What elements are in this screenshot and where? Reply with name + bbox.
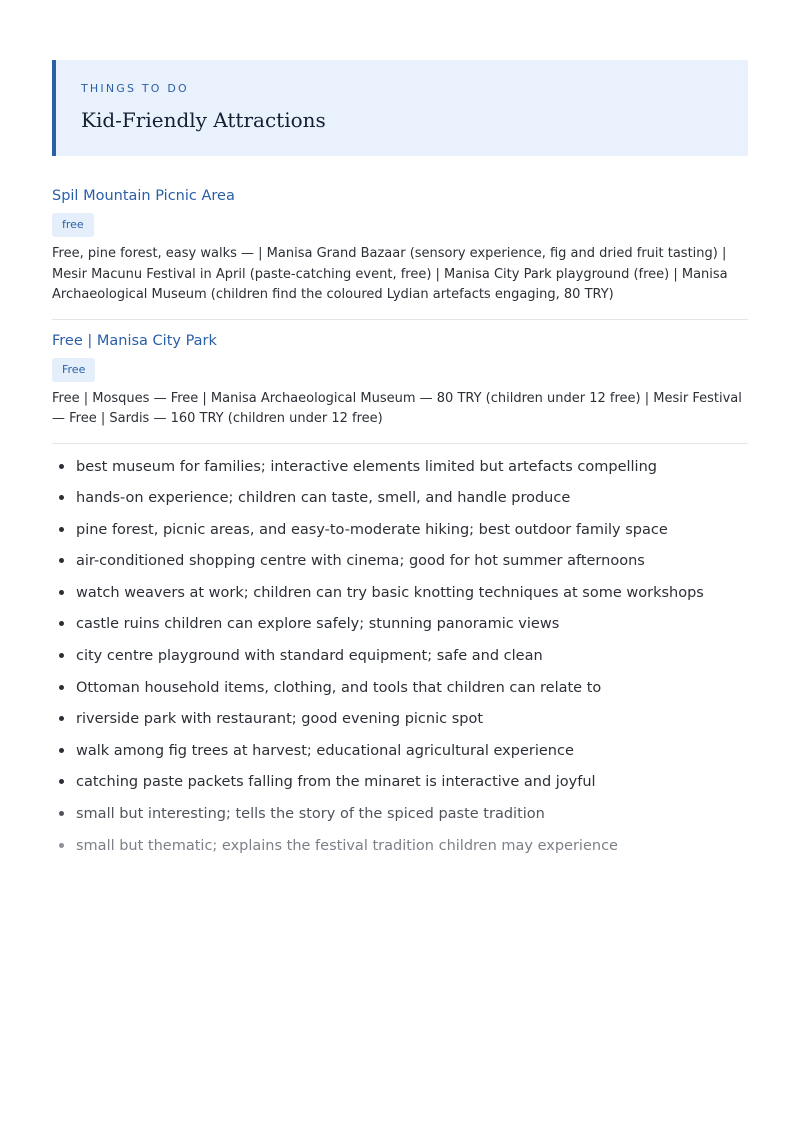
list-item-text: hands-on experience; children can taste, smell, and handle produce — [76, 490, 571, 507]
list-item-text: riverside park with restaurant; good evening picnic spot — [76, 711, 484, 728]
list-item — [52, 772, 748, 804]
list-item — [52, 457, 748, 489]
price-badge: free — [52, 213, 94, 237]
attraction-description: Free, pine forest, easy walks — | Manisa Grand Bazaar (sensory experience, fig and dried fruit tasting) | Mesir Macunu Festival in April (paste-catching event, free) | Manisa City Park playground (free) | Manisa Archaeological Museum (children find the coloured Lydian artefacts engaging, 80 TRY) — [52, 246, 728, 302]
bullet-icon — [59, 748, 64, 753]
list-item — [52, 836, 748, 868]
bullet-icon — [59, 811, 64, 816]
section-header — [52, 60, 748, 156]
list-item — [52, 520, 748, 552]
divider — [52, 319, 748, 320]
list-item-text: pine forest, picnic areas, and easy-to-moderate hiking; best outdoor family space — [76, 521, 668, 538]
list-item — [52, 488, 748, 520]
list-item-text: castle ruins children can explore safely; stunning panoramic views — [76, 616, 560, 633]
list-item — [52, 678, 748, 710]
list-item-text: watch weavers at work; children can try basic knotting techniques at some workshops — [76, 584, 704, 601]
bullet-icon — [59, 464, 64, 469]
list-item-text: small but thematic; explains the festival tradition children may experience — [76, 837, 618, 854]
bullet-icon — [59, 779, 64, 784]
divider — [52, 443, 748, 444]
bullet-icon — [59, 495, 64, 500]
list-item — [52, 583, 748, 615]
list-item — [52, 741, 748, 773]
list-item-text: catching paste packets falling from the minaret is interactive and joyful — [76, 774, 596, 791]
bullet-icon — [59, 843, 64, 848]
attraction-title: Free | Manisa City Park — [52, 332, 217, 349]
list-item-text: Ottoman household items, clothing, and tools that children can relate to — [76, 679, 602, 696]
list-item — [52, 551, 748, 583]
bullet-icon — [59, 621, 64, 626]
highlights-list — [52, 457, 748, 868]
attraction-description: Free | Mosques — Free | Manisa Archaeological Museum — 80 TRY (children under 12 free) | Mesir Festival — Free | Sardis — 160 TRY (children under 12 free) — [52, 390, 742, 426]
bullet-icon — [59, 716, 64, 721]
bullet-icon — [59, 590, 64, 595]
list-item — [52, 804, 748, 836]
page-title: Kid-Friendly Attractions — [81, 108, 326, 132]
list-item-text: small but interesting; tells the story of the spiced paste tradition — [76, 806, 545, 823]
attraction-entry — [52, 186, 748, 306]
list-item-text: best museum for families; interactive elements limited but artefacts compelling — [76, 458, 657, 475]
list-item-text: city centre playground with standard equipment; safe and clean — [76, 648, 543, 665]
attraction-entry — [52, 331, 748, 430]
price-badge: Free — [52, 358, 95, 382]
bullet-icon — [59, 685, 64, 690]
list-item — [52, 646, 748, 678]
page — [52, 60, 748, 867]
section-eyebrow: THINGS TO DO — [81, 82, 189, 95]
list-item — [52, 709, 748, 741]
list-item-text: air-conditioned shopping centre with cinema; good for hot summer afternoons — [76, 553, 645, 570]
bullet-icon — [59, 558, 64, 563]
list-item-text: walk among fig trees at harvest; educational agricultural experience — [76, 742, 574, 759]
list-item — [52, 614, 748, 646]
bullet-icon — [59, 653, 64, 658]
attraction-title: Spil Mountain Picnic Area — [52, 188, 235, 204]
bullet-icon — [59, 527, 64, 532]
